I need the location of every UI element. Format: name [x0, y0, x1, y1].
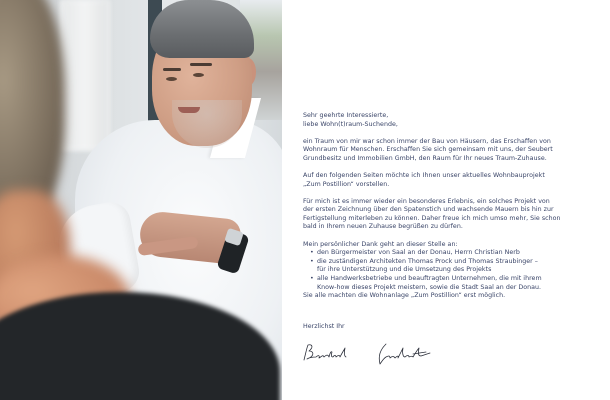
portrait-photo	[0, 0, 282, 400]
man-eye-right	[193, 73, 204, 77]
text-line: ein Traum von mir war schon immer der Bau von Häusern, das Erschaffen von	[303, 137, 551, 145]
thanks-list	[303, 249, 603, 292]
salutation-line: Sehr geehrte Interessierte,	[303, 112, 389, 119]
closing-phrase: Herzlichst Ihr	[303, 323, 345, 330]
thanks-outro: Sie alle machten die Wohnanlage „Zum Postillion“ erst möglich.	[303, 292, 506, 300]
text-line: Auf den folgenden Seiten möchte ich Ihnen unser aktuelles Wohnbauprojekt	[303, 171, 545, 179]
signature-image	[300, 330, 440, 370]
thanks-item	[310, 258, 603, 275]
paragraph-intro	[303, 138, 603, 164]
text-line: Für mich ist es immer wieder ein besonderes Erlebnis, ein solches Projekt von	[303, 197, 550, 205]
thanks-intro: Mein persönlicher Dank geht an dieser Stelle an:	[303, 240, 458, 248]
text-line: der ersten Zeichnung über den Spatenstich und wachsende Mauern bis hin zur	[303, 206, 554, 214]
man-hair	[150, 0, 254, 58]
curtain	[62, 0, 108, 150]
thanks-item	[310, 249, 603, 258]
text-line: „Zum Postillion“ vorstellen.	[303, 180, 390, 188]
letter-body	[303, 112, 603, 309]
text-line: Fertigstellung miterleben zu können. Daher freue ich mich umso mehr, Sie schon	[303, 214, 561, 222]
text-line: alle Handwerksbetriebe und beauftragten Unternehmen, die mit ihrem	[317, 274, 542, 282]
man-eye-left	[166, 77, 177, 81]
man-mouth	[178, 107, 200, 113]
paragraph-project	[303, 172, 603, 189]
text-line: Grundbesitz und Immobilien GmbH, den Raum für Ihr neues Traum-Zuhause.	[303, 154, 547, 162]
text-line: die zuständigen Architekten Thomas Prock und Thomas Straubinger –	[317, 257, 538, 265]
text-line: Wohnraum für Menschen. Erschaffen Sie sich gemeinsam mit uns, der Seubert	[303, 146, 553, 154]
thanks-item	[310, 275, 603, 292]
paragraph-experience	[303, 198, 603, 232]
salutation-line: liebe Wohn(t)raum-Suchende,	[303, 120, 398, 128]
text-line: den Bürgermeister von Saal an der Donau, Herrn Christian Nerb	[317, 249, 520, 257]
text-line: Know-how dieses Projekt meistern, sowie die Stadt Saal an der Donau.	[317, 283, 542, 291]
man-eyebrow-right	[190, 63, 212, 66]
man-eyebrow-left	[163, 68, 181, 71]
salutation	[303, 112, 603, 129]
text-line: für ihre Unterstützung und die Umsetzung des Projekts	[317, 266, 492, 274]
text-line: bald in Ihrem neuen Zuhause begrüßen zu dürfen.	[303, 223, 463, 231]
